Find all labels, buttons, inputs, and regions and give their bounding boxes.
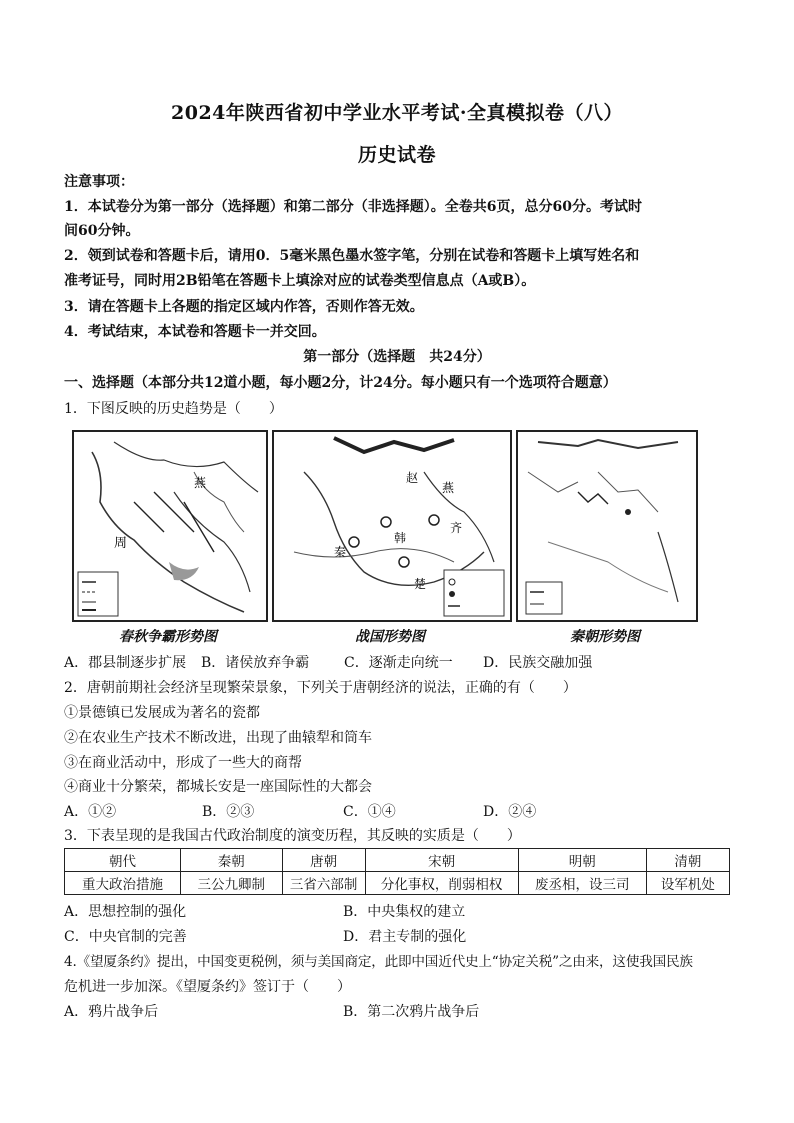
question-4-options <box>64 1001 734 1023</box>
option-d[interactable]: D．君主专制的强化 <box>343 929 467 945</box>
map-caption: 春秋争霸形势图 <box>119 629 217 645</box>
table-row <box>65 872 730 895</box>
option-c[interactable]: C．逐渐走向统一 <box>344 655 453 671</box>
option-b[interactable]: B．②③ <box>202 804 255 820</box>
question-1-stem: 1．下图反映的历史趋势是（ ） <box>64 401 283 417</box>
table-cell: 分化事权，削弱相权 <box>365 872 518 895</box>
question-2-stem: 2．唐朝前期社会经济呈现繁荣景象，下列关于唐朝经济的说法，正确的有（ ） <box>64 680 577 696</box>
option-a[interactable]: A．郡县制逐步扩展 <box>64 655 187 671</box>
svg-text:燕: 燕 <box>194 476 207 490</box>
notice-item: 2．领到试卷和答题卡后，请用0．5毫米黑色墨水签字笔，分别在试卷和答题卡上填写姓名和 <box>64 248 640 264</box>
table-header-row <box>65 849 730 872</box>
warring-states-map <box>272 430 512 622</box>
question-4-stem: 4.《望厦条约》提出，中国变更税例，须与美国商定，此即中国近代史上“协定关税”之由来，这使我国民族 <box>64 954 693 970</box>
option-d[interactable]: D．民族交融加强 <box>483 655 593 671</box>
option-a[interactable]: A．①② <box>64 804 117 820</box>
section-heading: 一、选择题（本部分共12道小题，每小题2分，计24分。每小题只有一个选项符合题意） <box>64 375 617 391</box>
map-caption: 秦朝形势图 <box>570 629 640 645</box>
table-cell: 三公九卿制 <box>180 872 282 895</box>
option-a[interactable]: A．鸦片战争后 <box>64 1004 159 1020</box>
svg-text:赵: 赵 <box>406 471 419 485</box>
table-cell: 宋朝 <box>365 849 518 872</box>
question-3-options-row2 <box>64 926 734 948</box>
table-cell: 秦朝 <box>180 849 282 872</box>
option-c[interactable]: C．中央官制的完善 <box>64 929 187 945</box>
table-cell: 唐朝 <box>282 849 365 872</box>
question-4-stem-cont: 危机进一步加深。《望厦条约》签订于（ ） <box>64 979 351 995</box>
notice-heading: 注意事项： <box>64 174 134 190</box>
svg-text:周: 周 <box>114 536 128 551</box>
qin-map <box>516 430 698 622</box>
svg-text:秦: 秦 <box>334 545 347 559</box>
exam-title: 2024年陕西省初中学业水平考试·全真模拟卷（八） <box>171 102 623 124</box>
option-b[interactable]: B．第二次鸦片战争后 <box>343 1004 480 1020</box>
question-2-options <box>64 801 734 823</box>
svg-text:楚: 楚 <box>414 577 427 591</box>
map-caption: 战国形势图 <box>355 629 425 645</box>
table-cell: 重大政治措施 <box>65 872 181 895</box>
table-cell: 三省六部制 <box>282 872 365 895</box>
statement-item: ④商业十分繁荣，都城长安是一座国际性的大都会 <box>64 779 372 795</box>
notice-item: 1．本试卷分为第一部分（选择题）和第二部分（非选择题）。全卷共6页，总分60分。考试时 <box>64 199 642 215</box>
question-3-stem: 3．下表呈现的是我国古代政治制度的演变历程，其反映的实质是（ ） <box>64 828 521 844</box>
statement-item: ②在农业生产技术不断改进，出现了曲辕犁和筒车 <box>64 730 372 746</box>
exam-subject: 历史试卷 <box>357 144 436 166</box>
table-cell: 设军机处 <box>646 872 729 895</box>
option-a[interactable]: A．思想控制的强化 <box>64 904 187 920</box>
dynasty-table <box>64 848 730 895</box>
part-heading: 第一部分（选择题 共24分） <box>303 349 491 365</box>
notice-item: 准考证号，同时用2B铅笔在答题卡上填涂对应的试卷类型信息点（A或B）。 <box>64 273 536 289</box>
table-cell: 朝代 <box>65 849 181 872</box>
notice-item: 间60分钟。 <box>64 223 140 239</box>
option-d[interactable]: D．②④ <box>483 804 537 820</box>
history-maps <box>72 430 698 645</box>
statement-item: ①景德镇已发展成为著名的瓷都 <box>64 705 260 721</box>
table-cell: 明朝 <box>518 849 646 872</box>
spring-autumn-map <box>72 430 268 622</box>
option-b[interactable]: B．中央集权的建立 <box>343 904 466 920</box>
question-3-options-row1 <box>64 901 734 923</box>
svg-text:韩: 韩 <box>394 531 407 545</box>
statement-item: ③在商业活动中，形成了一些大的商帮 <box>64 755 302 771</box>
notice-item: 4．考试结束，本试卷和答题卡一并交回。 <box>64 324 326 340</box>
svg-text:燕: 燕 <box>442 481 455 495</box>
option-b[interactable]: B．诸侯放弃争霸 <box>201 655 310 671</box>
option-c[interactable]: C．①④ <box>343 804 396 820</box>
table-cell: 清朝 <box>646 849 729 872</box>
notice-item: 3．请在答题卡上各题的指定区域内作答，否则作答无效。 <box>64 299 424 315</box>
question-1-options <box>64 652 734 674</box>
svg-text:齐: 齐 <box>450 521 463 535</box>
table-cell: 废丞相，设三司 <box>518 872 646 895</box>
